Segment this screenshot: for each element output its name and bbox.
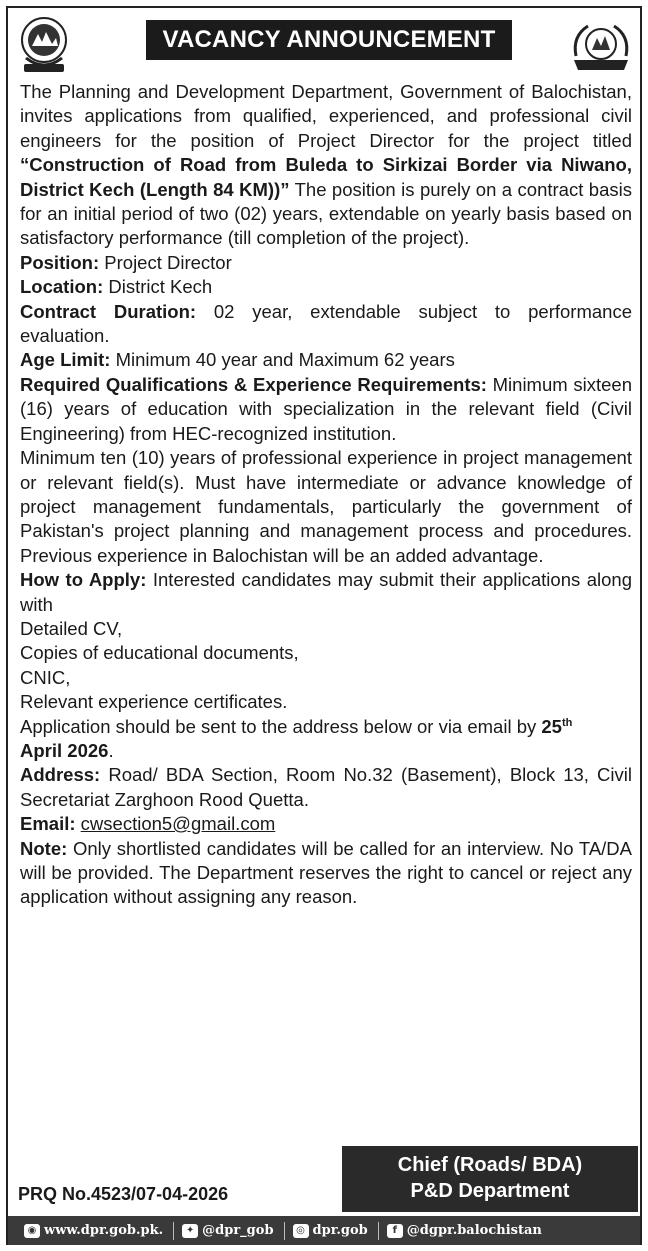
project-title: “Construction of Road from Buleda to Sirkizai Border via Niwano, District Kech (Length 84 KM))”	[20, 154, 632, 200]
balochistan-govt-emblem-icon	[16, 14, 72, 78]
list-item: Relevant experience certificates.	[20, 691, 288, 713]
location-line: Location: District Kech	[20, 276, 213, 298]
header	[8, 8, 640, 78]
experience-paragraph: Minimum ten (10) years of professional experience in project management or relevant field(s). Must have intermediate or advance knowledge of project management fundamentals, particularly the government of Pakistan's project planning and management process and procedures. Previous experience in Balochistan will be an added advantage.	[20, 447, 632, 566]
intro-paragraph: The Planning and Development Department, Government of Balochistan, invites applications from qualified, experienced, and professional civil engineers for the position of Project Director for the project titled “Construction of Road from Buleda to Sirkizai Border via Niwano, District Kech (Length 84 KM))” The position is purely on a contract basis for an initial period of two (02) years, extendable on yearly basis based on satisfactory performance (till completion of the project).	[20, 81, 632, 249]
list-item: Copies of educational documents,	[20, 642, 299, 664]
email-link[interactable]: cwsection5@gmail.com	[80, 813, 276, 835]
announcement-body	[20, 80, 632, 910]
signature-block	[342, 1146, 638, 1212]
how-to-apply-paragraph: How to Apply: Interested candidates may submit their applications along with	[20, 569, 632, 615]
footer-twitter[interactable]: ✦ @dpr_gob	[182, 1223, 273, 1238]
qualifications-paragraph: Required Qualifications & Experience Requirements: Minimum sixteen (16) years of education with specialization in the relevant field (Civil Engineering) from HEC-recognized institution.	[20, 373, 632, 444]
list-item: Detailed CV,	[20, 617, 123, 639]
footer-bar	[8, 1216, 640, 1245]
twitter-icon: ✦	[182, 1224, 198, 1238]
email-line: Email: cwsection5@gmail.com	[20, 813, 276, 835]
footer-instagram[interactable]: ◎ dpr.gob	[293, 1223, 368, 1238]
divider	[173, 1222, 174, 1240]
list-item: CNIC,	[20, 666, 71, 688]
page-title: VACANCY ANNOUNCEMENT	[146, 20, 512, 60]
divider	[378, 1222, 379, 1240]
position-line: Position: Project Director	[20, 251, 232, 273]
signature-title: Chief (Roads/ BDA)	[397, 1154, 583, 1176]
deadline-paragraph: Application should be sent to the address below or via email by 25th April 2026.	[20, 715, 573, 761]
globe-icon: ◉	[24, 1224, 40, 1238]
facebook-icon: f	[387, 1224, 403, 1238]
instagram-icon: ◎	[293, 1224, 309, 1238]
contract-duration-line: Contract Duration: 02 year, extendable subject to performance evaluation.	[20, 300, 632, 347]
footer-website[interactable]: ◉ www.dpr.gob.pk.	[24, 1223, 163, 1238]
vacancy-advertisement	[6, 6, 642, 1245]
prq-number: PRQ No.4523/07-04-2026	[18, 1184, 229, 1204]
note-paragraph: Note: Only shortlisted candidates will be called for an interview. No TA/DA will be provided. The Department reserves the right to cancel or reject any application without assigning any reason.	[20, 837, 632, 908]
divider	[284, 1222, 285, 1240]
dgpr-emblem-icon	[568, 16, 634, 78]
signature-department: P&D Department	[410, 1180, 570, 1202]
age-limit-line: Age Limit: Minimum 40 year and Maximum 62 years	[20, 349, 455, 371]
address-paragraph: Address: Road/ BDA Section, Room No.32 (Basement), Block 13, Civil Secretariat Zarghoon Rood Quetta.	[20, 764, 632, 810]
footer-facebook[interactable]: f @dgpr.balochistan	[387, 1223, 542, 1238]
